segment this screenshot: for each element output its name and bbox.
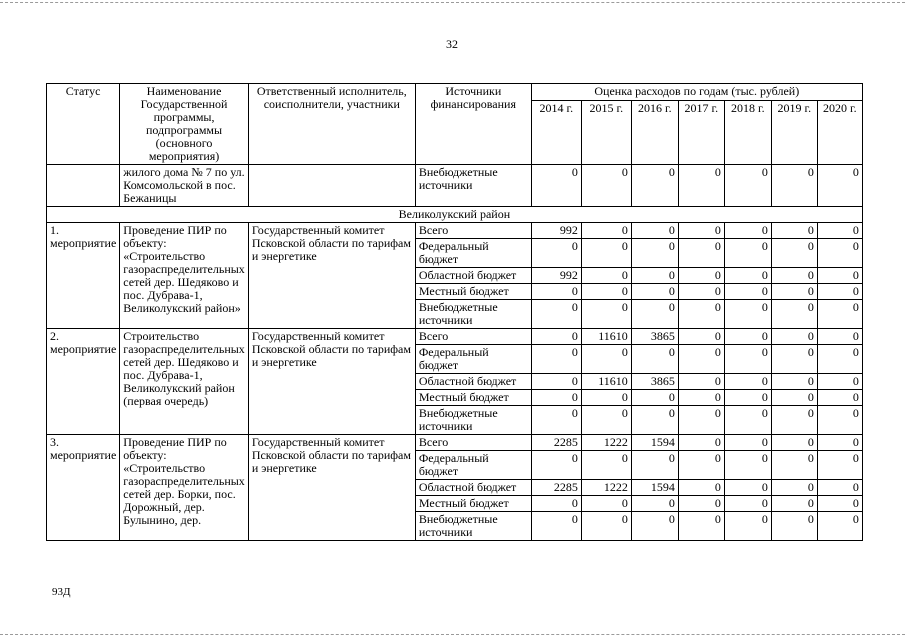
value-cell: 0: [678, 223, 724, 239]
value-cell: 0: [581, 223, 631, 239]
value-cell: 0: [771, 223, 817, 239]
source-cell: Областной бюджет: [415, 268, 531, 284]
value-cell: 0: [817, 165, 862, 207]
value-cell: 0: [678, 406, 724, 435]
value-cell: 0: [724, 223, 771, 239]
value-cell: 0: [817, 512, 862, 541]
source-cell: Областной бюджет: [415, 480, 531, 496]
value-cell: 0: [771, 480, 817, 496]
scan-edge-bottom: [0, 634, 905, 635]
value-cell: 0: [771, 268, 817, 284]
value-cell: 0: [631, 496, 678, 512]
value-cell: 0: [531, 406, 581, 435]
value-cell: 0: [531, 390, 581, 406]
value-cell: 0: [771, 390, 817, 406]
value-cell: 0: [724, 435, 771, 451]
value-cell: 0: [581, 512, 631, 541]
value-cell: 0: [531, 512, 581, 541]
source-cell: Федеральный бюджет: [415, 239, 531, 268]
value-cell: 0: [581, 451, 631, 480]
value-cell: 0: [771, 512, 817, 541]
value-cell: 0: [724, 406, 771, 435]
value-cell: 0: [771, 165, 817, 207]
value-cell: 0: [631, 451, 678, 480]
value-cell: 0: [631, 284, 678, 300]
value-cell: 0: [631, 239, 678, 268]
value-cell: 0: [724, 268, 771, 284]
value-cell: 1594: [631, 435, 678, 451]
value-cell: 0: [724, 451, 771, 480]
value-cell: 0: [771, 329, 817, 345]
value-cell: 0: [678, 345, 724, 374]
header-year: 2016 г.: [631, 100, 678, 164]
source-cell: Федеральный бюджет: [415, 451, 531, 480]
measure-responsible: Государственный комитет Псковской области по тарифам и энергетике: [248, 223, 415, 329]
value-cell: 0: [631, 406, 678, 435]
header-costs: Оценка расходов по годам (тыс. рублей): [531, 84, 862, 101]
value-cell: 0: [817, 329, 862, 345]
value-cell: 0: [724, 284, 771, 300]
value-cell: 0: [678, 165, 724, 207]
source-cell: Всего: [415, 223, 531, 239]
value-cell: 0: [631, 223, 678, 239]
value-cell: 0: [724, 390, 771, 406]
value-cell: 1594: [631, 480, 678, 496]
value-cell: 0: [678, 390, 724, 406]
value-cell: 0: [531, 345, 581, 374]
value-cell: 0: [678, 284, 724, 300]
value-cell: 0: [724, 496, 771, 512]
value-cell: 0: [817, 345, 862, 374]
measure-name: Проведение ПИР по объекту: «Строительство газораспределительных сетей дер. Шедяково и пос. Дубрава-1, Великолукский район»: [120, 223, 249, 329]
value-cell: 0: [631, 512, 678, 541]
value-cell: 0: [817, 268, 862, 284]
value-cell: 2285: [531, 480, 581, 496]
value-cell: 0: [678, 239, 724, 268]
value-cell: 0: [531, 165, 581, 207]
measure-name: Проведение ПИР по объекту: «Строительство газораспределительных сетей дер. Борки, пос. Дорожный, дер. Булынино, дер.: [120, 435, 249, 541]
source-cell: Всего: [415, 435, 531, 451]
header-status: Статус: [47, 84, 120, 165]
value-cell: 0: [724, 300, 771, 329]
measure-name: Строительство газораспределительных сетей дер. Шедяково и пос. Дубрава-1, Великолукский район (первая очередь): [120, 329, 249, 435]
value-cell: 0: [678, 329, 724, 345]
source-cell: Внебюджетные источники: [415, 512, 531, 541]
value-cell: 0: [631, 268, 678, 284]
value-cell: 0: [817, 300, 862, 329]
value-cell: 0: [771, 345, 817, 374]
value-cell: 0: [724, 239, 771, 268]
value-cell: 0: [678, 496, 724, 512]
value-cell: 0: [817, 435, 862, 451]
header-year: 2017 г.: [678, 100, 724, 164]
value-cell: 0: [678, 435, 724, 451]
value-cell: 0: [724, 165, 771, 207]
value-cell: 992: [531, 223, 581, 239]
value-cell: 3865: [631, 329, 678, 345]
header-year: 2019 г.: [771, 100, 817, 164]
header-year: 2015 г.: [581, 100, 631, 164]
value-cell: 0: [581, 284, 631, 300]
value-cell: 0: [531, 451, 581, 480]
page-number: 32: [446, 37, 458, 51]
header-year: 2014 г.: [531, 100, 581, 164]
value-cell: 1222: [581, 435, 631, 451]
value-cell: 0: [631, 345, 678, 374]
value-cell: 0: [531, 496, 581, 512]
continuation-name: жилого дома № 7 по ул. Комсомольской в пос. Бежаницы: [120, 165, 249, 207]
value-cell: 0: [678, 512, 724, 541]
value-cell: 992: [531, 268, 581, 284]
expenses-table: [46, 83, 863, 541]
source-cell: Областной бюджет: [415, 374, 531, 390]
header-program-name: Наименование Государственной программы, подпрограммы (основного мероприятия): [120, 84, 249, 165]
value-cell: 0: [771, 239, 817, 268]
value-cell: 0: [724, 345, 771, 374]
value-cell: 0: [678, 374, 724, 390]
value-cell: 1222: [581, 480, 631, 496]
value-cell: 0: [771, 300, 817, 329]
value-cell: 0: [581, 300, 631, 329]
value-cell: 0: [771, 435, 817, 451]
header-year: 2018 г.: [724, 100, 771, 164]
footer-code: 93Д: [52, 586, 71, 598]
source-cell: Местный бюджет: [415, 496, 531, 512]
source-cell: Всего: [415, 329, 531, 345]
value-cell: 0: [817, 223, 862, 239]
value-cell: 11610: [581, 374, 631, 390]
value-cell: 0: [678, 480, 724, 496]
value-cell: 0: [678, 268, 724, 284]
value-cell: 0: [631, 300, 678, 329]
header-responsible: Ответственный исполнитель, соисполнители, участники: [248, 84, 415, 165]
value-cell: 0: [817, 480, 862, 496]
header-year: 2020 г.: [817, 100, 862, 164]
source-cell: Внебюджетные источники: [415, 165, 531, 207]
value-cell: 0: [678, 451, 724, 480]
value-cell: 0: [771, 406, 817, 435]
value-cell: 0: [817, 239, 862, 268]
value-cell: 0: [817, 451, 862, 480]
value-cell: 0: [771, 451, 817, 480]
value-cell: 0: [581, 390, 631, 406]
value-cell: 0: [771, 496, 817, 512]
value-cell: 0: [724, 480, 771, 496]
value-cell: 0: [817, 496, 862, 512]
header-sources: Источники финансирования: [415, 84, 531, 165]
value-cell: 0: [631, 165, 678, 207]
value-cell: 0: [531, 239, 581, 268]
section-title: Великолукский район: [47, 207, 863, 223]
source-cell: Федеральный бюджет: [415, 345, 531, 374]
measure-status: 3. мероприятие: [47, 435, 120, 541]
value-cell: 0: [631, 390, 678, 406]
value-cell: 0: [817, 374, 862, 390]
value-cell: 3865: [631, 374, 678, 390]
value-cell: 0: [581, 496, 631, 512]
source-cell: Местный бюджет: [415, 284, 531, 300]
measure-responsible: Государственный комитет Псковской области по тарифам и энергетике: [248, 435, 415, 541]
value-cell: 11610: [581, 329, 631, 345]
measure-responsible: Государственный комитет Псковской области по тарифам и энергетике: [248, 329, 415, 435]
source-cell: Внебюджетные источники: [415, 406, 531, 435]
value-cell: 0: [581, 345, 631, 374]
value-cell: 0: [581, 406, 631, 435]
status-cell: [47, 165, 120, 207]
value-cell: 0: [531, 284, 581, 300]
value-cell: 0: [531, 374, 581, 390]
value-cell: 0: [724, 374, 771, 390]
value-cell: 0: [531, 300, 581, 329]
value-cell: 0: [817, 390, 862, 406]
value-cell: 0: [581, 268, 631, 284]
measure-status: 1. мероприятие: [47, 223, 120, 329]
value-cell: 0: [724, 512, 771, 541]
scan-edge-top: [0, 2, 905, 3]
source-cell: Внебюджетные источники: [415, 300, 531, 329]
value-cell: 0: [678, 300, 724, 329]
responsible-cell: [248, 165, 415, 207]
value-cell: 2285: [531, 435, 581, 451]
source-cell: Местный бюджет: [415, 390, 531, 406]
value-cell: 0: [771, 284, 817, 300]
value-cell: 0: [581, 239, 631, 268]
value-cell: 0: [724, 329, 771, 345]
measure-status: 2. мероприятие: [47, 329, 120, 435]
value-cell: 0: [771, 374, 817, 390]
value-cell: 0: [817, 406, 862, 435]
value-cell: 0: [531, 329, 581, 345]
value-cell: 0: [817, 284, 862, 300]
value-cell: 0: [581, 165, 631, 207]
